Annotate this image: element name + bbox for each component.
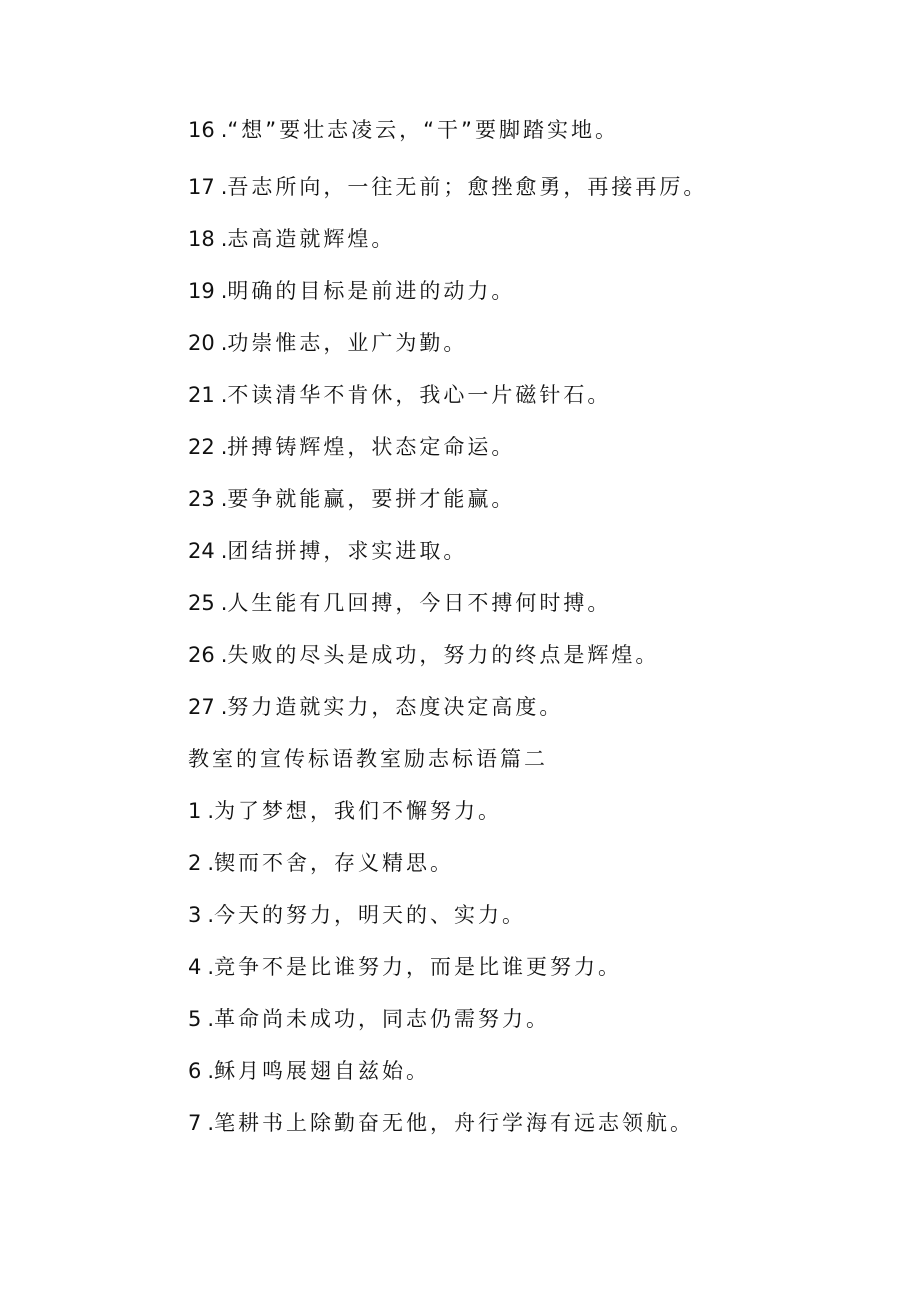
item-number: 21 [188, 383, 215, 407]
item-number: 7 [188, 1111, 202, 1135]
item-number: 17 [188, 175, 215, 199]
item-number: 1 [188, 799, 202, 823]
item-number: 5 [188, 1007, 202, 1031]
item-separator: . [220, 695, 228, 719]
list-item [188, 689, 888, 741]
item-separator: . [220, 539, 228, 563]
list-item [188, 169, 888, 221]
item-separator: . [220, 331, 228, 355]
item-number: 16 [188, 118, 215, 142]
item-text: 失败的尽头是成功，努力的终点是辉煌。 [227, 643, 660, 667]
item-text: 革命尚未成功，同志仍需努力。 [214, 1007, 551, 1031]
document-body [188, 112, 888, 1157]
item-text: 人生能有几回搏，今日不搏何时搏。 [227, 591, 612, 615]
item-text: 拼搏铸辉煌，状态定命运。 [227, 435, 516, 459]
list-item [188, 637, 888, 689]
item-separator: . [220, 383, 228, 407]
item-number: 18 [188, 227, 215, 251]
item-text: 吾志所向，一往无前；愈挫愈勇，再接再厉。 [227, 175, 708, 199]
item-separator: . [220, 435, 228, 459]
item-number: 24 [188, 539, 215, 563]
list-item [188, 533, 888, 585]
item-separator: . [220, 118, 228, 142]
item-text: “想”要壮志凌云，“干”要脚踏实地。 [227, 118, 619, 142]
item-separator: . [220, 487, 228, 511]
item-text: 志高造就辉煌。 [227, 227, 396, 251]
list-item [188, 585, 888, 637]
item-text: 努力造就实力，态度决定高度。 [227, 695, 564, 719]
item-text: 不读清华不肯休，我心一片磁针石。 [227, 383, 612, 407]
list-item [188, 1105, 888, 1157]
item-separator: . [207, 1111, 215, 1135]
section-heading: 教室的宣传标语教室励志标语篇二 [188, 747, 548, 771]
item-text: 竞争不是比谁努力，而是比谁更努力。 [214, 955, 623, 979]
list-item [188, 1053, 888, 1105]
item-separator: . [207, 955, 215, 979]
list-item [188, 273, 888, 325]
item-text: 锲而不舍，存义精思。 [214, 851, 455, 875]
item-text: 为了梦想，我们不懈努力。 [214, 799, 503, 823]
item-number: 3 [188, 903, 202, 927]
list-item [188, 112, 888, 169]
item-separator: . [220, 643, 228, 667]
item-text: 稣月鸣展翅自兹始。 [214, 1059, 431, 1083]
item-text: 要争就能赢，要拼才能赢。 [227, 487, 516, 511]
list-item [188, 845, 888, 897]
item-number: 2 [188, 851, 202, 875]
item-separator: . [220, 279, 228, 303]
item-number: 4 [188, 955, 202, 979]
item-separator: . [207, 851, 215, 875]
list-item [188, 1001, 888, 1053]
item-number: 20 [188, 331, 215, 355]
list-item [188, 481, 888, 533]
item-number: 26 [188, 643, 215, 667]
list-item [188, 949, 888, 1001]
item-number: 22 [188, 435, 215, 459]
item-number: 25 [188, 591, 215, 615]
item-separator: . [220, 591, 228, 615]
list-item [188, 377, 888, 429]
list-item [188, 897, 888, 949]
item-separator: . [207, 903, 215, 927]
list-item [188, 221, 888, 273]
item-number: 27 [188, 695, 215, 719]
list-item [188, 325, 888, 377]
item-text: 功崇惟志，业广为勤。 [227, 331, 468, 355]
item-number: 23 [188, 487, 215, 511]
list-item [188, 429, 888, 481]
item-text: 笔耕书上除勤奋无他，舟行学海有远志领航。 [214, 1111, 695, 1135]
item-number: 19 [188, 279, 215, 303]
item-text: 明确的目标是前进的动力。 [227, 279, 516, 303]
item-separator: . [207, 799, 215, 823]
item-number: 6 [188, 1059, 202, 1083]
item-separator: . [220, 175, 228, 199]
item-separator: . [220, 227, 228, 251]
list-item [188, 793, 888, 845]
item-separator: . [207, 1059, 215, 1083]
item-text: 团结拼搏，求实进取。 [227, 539, 468, 563]
item-separator: . [207, 1007, 215, 1031]
item-text: 今天的努力，明天的、实力。 [214, 903, 527, 927]
